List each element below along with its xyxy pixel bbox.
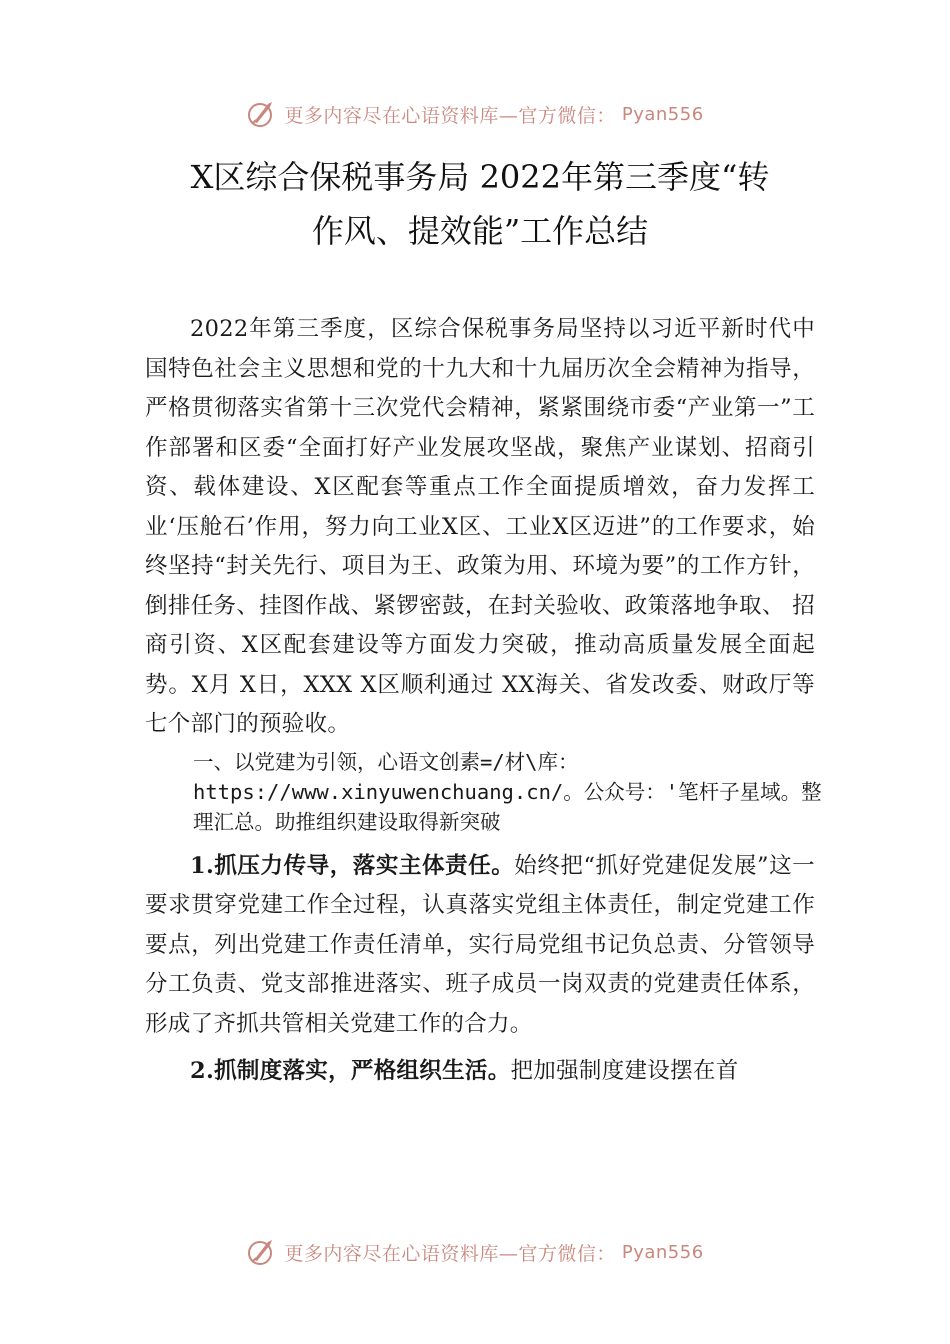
quill-logo-icon [246, 98, 278, 130]
item-1-paragraph [145, 847, 815, 1045]
item-2-paragraph [145, 1052, 815, 1092]
section-1-heading: 一、以党建为引领，心语文创素=/材\库：https://www.xinyuwenchuang.cn/。公众号：'笔杆子星域。整理汇总。助推组织建设取得新突破 [193, 749, 822, 834]
watermark-text: 更多内容尽在心语资料库—官方微信： [284, 1242, 616, 1265]
item-2-body: 把加强制度建设摆在首 [510, 1058, 739, 1084]
watermark-wechat-id: Pyan556 [621, 1241, 704, 1263]
watermark-footer [0, 1236, 950, 1268]
quill-logo-icon [246, 1236, 278, 1268]
title-line-2: 作风、提效能”工作总结 [311, 212, 649, 250]
intro-paragraph: 2022年第三季度，区综合保税事务局坚持以习近平新时代中国特色社会主义思想和党的十九大和十九届历次全会精神为指导，严格贯彻落实省第十三次党代会精神，紧紧围绕市委“产业第一”工作部署和区委“全面打好产业发展攻坚战，聚焦产业谋划、招商引资、载体建设、X区配套等重点工作全面提质增效，奋力发挥工业‘压舱石’作用，努力向工业X区、工业X区迈进”的工作要求，始终坚持“封关先行、项目为王、政策为用、环境为要”的工作方针，倒排任务、挂图作战、紧锣密鼓，在封关验收、政策落地争取、 招商引资、X区配套建设等方面发力突破，推动高质量发展全面起势。X月 X日，XXX X区顺利通过 XX海关、省发改委、财政厅等七个部门的预验收。 [145, 316, 815, 737]
document-body [145, 310, 822, 1092]
title-line-1: X区综合保税事务局 2022年第三季度“转 [190, 158, 770, 196]
item-2-lead: 2.抓制度落实，严格组织生活。 [190, 1058, 511, 1084]
watermark-text: 更多内容尽在心语资料库—官方微信： [284, 104, 616, 127]
item-1-body: 始终把“抓好党建促发展”这一要求贯穿党建工作全过程，认真落实党组主体责任，制定党建工作要点，列出党建工作责任清单，实行局党组书记负总责、分管领导分工负责、党支部推进落实、班子成员一岗双责的党建责任体系，形成了齐抓共管相关党建工作的合力。 [145, 852, 815, 1037]
document-title [130, 150, 830, 258]
watermark-header [0, 98, 950, 130]
watermark-wechat-id: Pyan556 [621, 103, 704, 125]
item-1-lead: 1.抓压力传导，落实主体责任。 [190, 852, 515, 879]
